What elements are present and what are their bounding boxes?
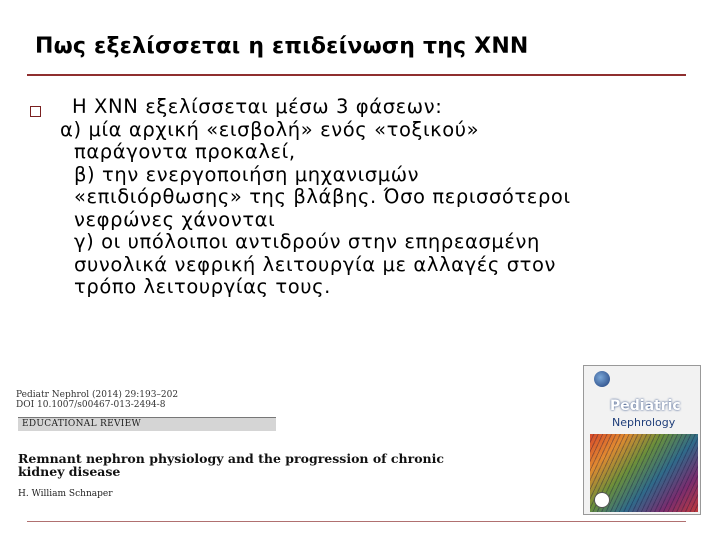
article-title-line: kidney disease	[18, 464, 121, 479]
article-title	[18, 452, 444, 478]
body-line-c3: τρόπο λειτουργίας τους.	[74, 275, 331, 298]
bullet-square-icon	[30, 106, 41, 117]
body-line-c1: γ) οι υπόλοιποι αντιδρούν στην επηρεασμένη	[74, 230, 540, 253]
cover-title-word1: Pediatric	[610, 398, 681, 414]
article-title-line: Remnant nephron physiology and the progression of chronic	[18, 451, 444, 466]
doi-line: DOI 10.1007/s00467-013-2494-8	[16, 400, 166, 410]
title-divider	[27, 74, 686, 76]
cover-title-word2: Nephrology	[612, 416, 676, 429]
body-line-a1: α) μία αρχική «εισβολή» ενός «τοξικού»	[60, 117, 480, 141]
body-line-a2: παράγοντα προκαλεί,	[74, 140, 296, 163]
journal-cover-image	[583, 365, 701, 515]
article-section-label: EDUCATIONAL REVIEW	[18, 418, 276, 431]
body-line-b2: «επιδιόρθωσης» της βλάβης. Όσο περισσότεροι	[74, 185, 571, 208]
body-line-intro: Η ΧΝΝ εξελίσσεται μέσω 3 φάσεων:	[72, 95, 443, 118]
body-line-b1: β) την ενεργοποιήση μηχανισμών	[74, 162, 420, 186]
citation-line: Pediatr Nephrol (2014) 29:193–202	[16, 390, 179, 400]
slide-title: Πως εξελίσσεται η επιδείνωση της ΧΝΝ	[35, 34, 529, 59]
article-author: H. William Schnaper	[18, 489, 113, 499]
footer-divider	[27, 521, 686, 522]
article-header-image	[14, 388, 570, 518]
publisher-logo-icon	[594, 492, 610, 508]
body-line-b3: νεφρώνες χάνονται	[74, 207, 276, 231]
article-citation	[16, 390, 178, 410]
slide-body	[60, 96, 670, 299]
journal-logo-icon	[594, 371, 610, 387]
body-line-c2: συνολικά νεφρική λειτουργία με αλλαγές στον	[74, 252, 557, 276]
